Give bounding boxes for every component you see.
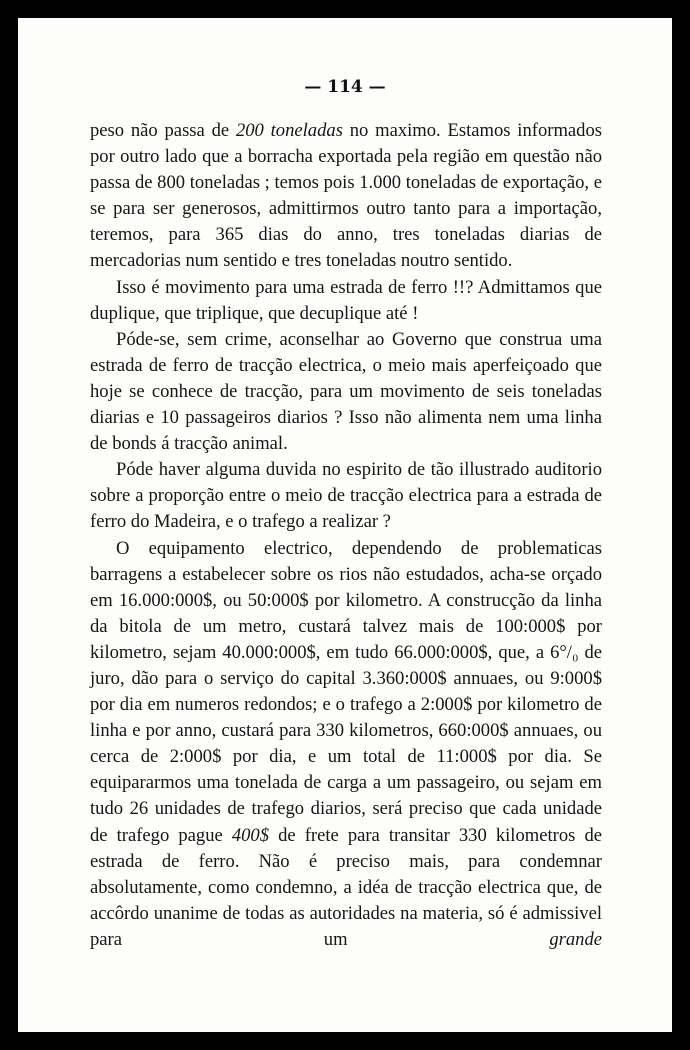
body-text <box>90 118 602 953</box>
text-run: de frete para transitar 330 kilometros de estrada de ferro. Não é preciso mais, para condemnar absolutamente, como condemno, a idéa de tracção electrica que, de accôrdo unanime de todas as autoridades na materia, só é admissivel para um <box>90 824 602 950</box>
text-run: peso não passa de <box>90 120 236 141</box>
italic-text: grande <box>549 928 602 950</box>
paragraph-p3 <box>90 327 602 457</box>
page-number: — 114 — <box>304 77 386 97</box>
text-run: Isso é movimento para uma estrada de ferro !!? Admittamos que duplique, que triplique, que decuplique até ! <box>90 276 602 324</box>
text-run: Póde haver alguma duvida no espirito de tão illustrado auditorio sobre a proporção entre o meio de tracção electrica para a estrada de ferro do Madeira, e o trafego a realizar ? <box>90 459 602 533</box>
italic-text: 400$ <box>231 824 269 846</box>
text-run: Póde-se, sem crime, aconselhar ao Governo que construa uma estrada de ferro de tracção electrica, o meio mais aperfeiçoado que hoje se conhece de tracção, para um movimento de seis toneladas diarias e 10 passageiros diarios ? Isso não alimenta nem uma linha de bonds á tracção animal. <box>90 328 602 455</box>
italic-text: 200 toneladas <box>235 120 343 141</box>
text-run: no maximo. Estamos informados por outro lado que a borracha exportada pela região em questão não passa de 800 toneladas ; temos pois 1.000 toneladas de exportação, e se para ser generosos, admittirmos outro tanto para a importação, teremos, para 365 dias do anno, tres toneladas diarias de mercadorias num sentido e tres toneladas noutro sentido. <box>90 120 602 272</box>
book-page <box>18 18 672 1032</box>
paragraph-p5 <box>90 536 602 954</box>
text-run: O equipamento electrico, dependendo de problematicas barragens a estabelecer sobre os rios não estudados, acha-se orçado em 16.000:000$, ou 50:000$ por kilometro. A construcção da linha da bitola de um metro, custará talvez mais de 100:000$ por kilometro, sejam 40.000:000$, em tudo 66.000:000$, que, a 6°/₀ de juro, dão para o serviço do capital 3.360:000$ annuaes, ou 9:000$ por dia em numeros redondos; e o trafego a 2:000$ por kilometro de linha e por anno, custará para 330 kilometros, 660:000$ annuaes, ou cerca de 2:000$ por dia, e um total de 11:000$ por dia. Se equipararmos uma tonelada de carga a um passageiro, ou sejam em tudo 26 unidades de trafego diarios, será preciso que cada unidade de trafego pague <box>90 537 602 846</box>
paragraph-p1 <box>90 118 602 275</box>
paragraph-p2 <box>90 275 602 327</box>
paragraph-p4 <box>90 457 602 535</box>
